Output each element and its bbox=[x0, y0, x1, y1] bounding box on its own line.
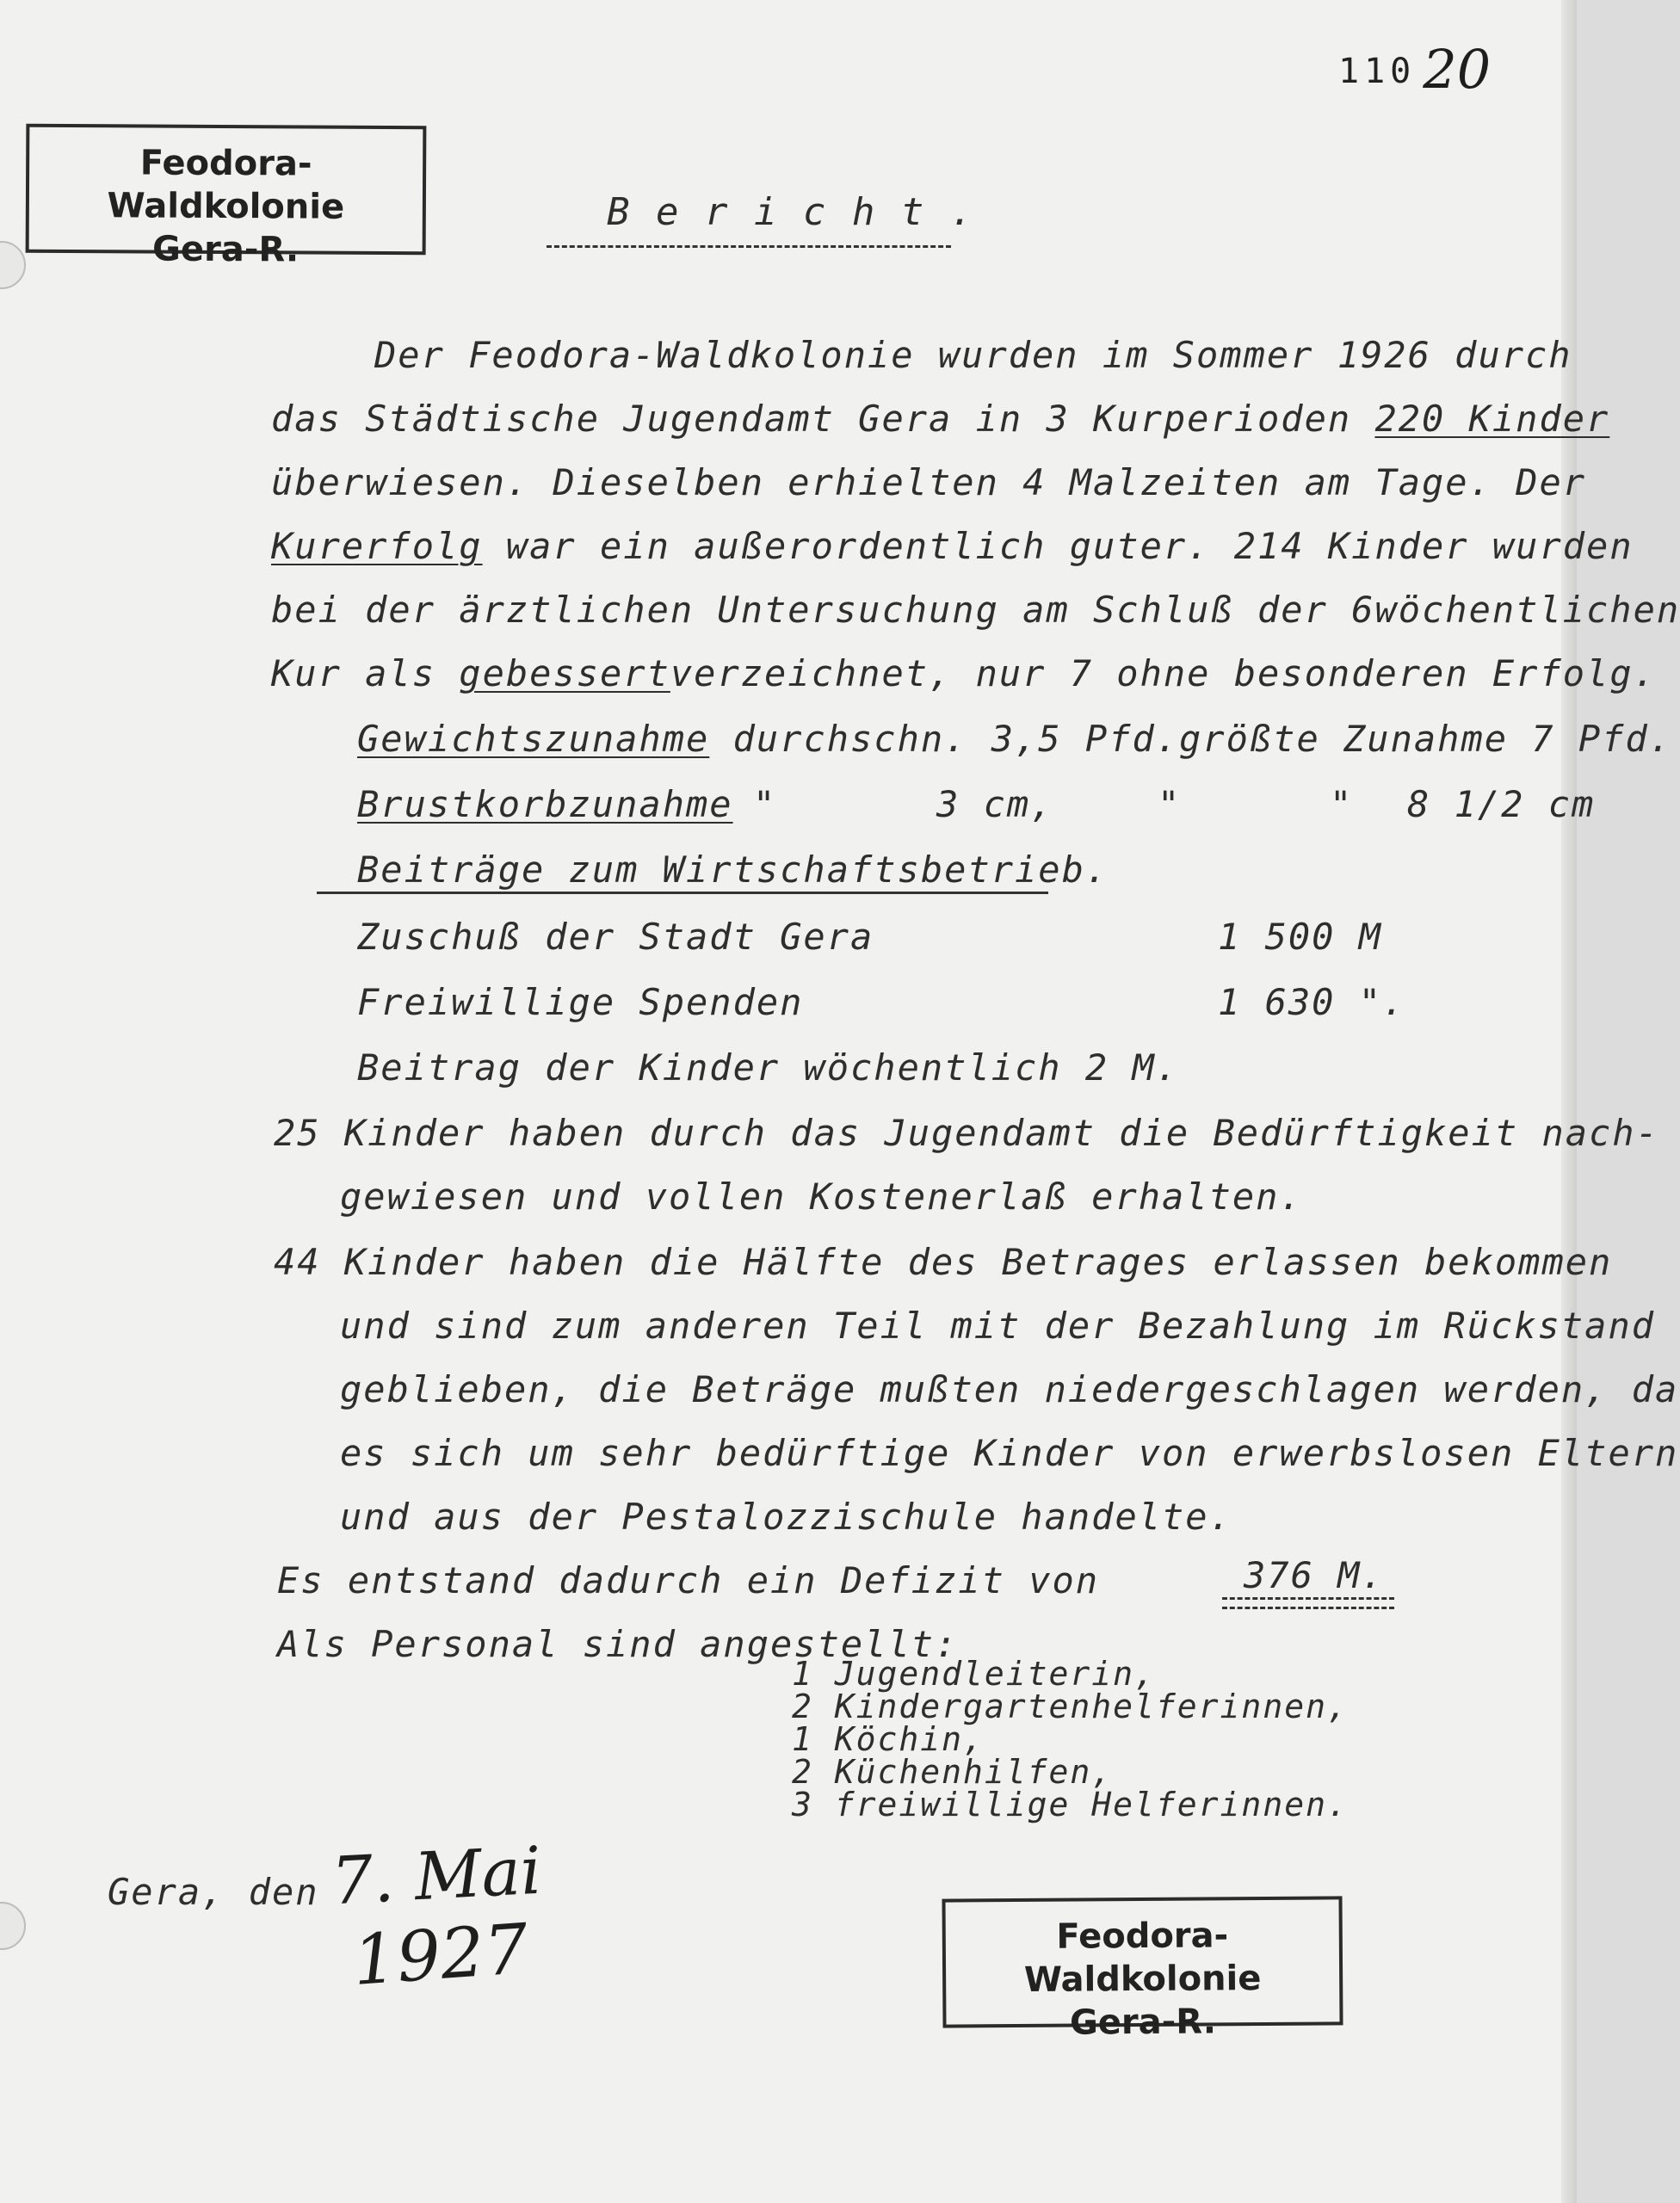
page-title: B e r i c h t . bbox=[607, 190, 975, 234]
chest-gain-label: Brustkorbzunahme bbox=[357, 783, 733, 825]
donations-amount: 1 630 ". bbox=[1218, 981, 1406, 1023]
ditto-mark: " bbox=[753, 783, 777, 825]
text-line: und aus der Pestalozzischule handelte. bbox=[340, 1496, 1232, 1538]
stamp-bottom: Feodora-Waldkolonie Gera-R. bbox=[942, 1896, 1343, 2027]
staff-item: 1 Jugendleiterin, bbox=[792, 1655, 1156, 1693]
punch-hole-top bbox=[0, 241, 26, 289]
text-line: 25 Kinder haben durch das Jugendamt die Bedürftigkeit nach- bbox=[274, 1112, 1659, 1154]
children-fee: Beitrag der Kinder wöchentlich 2 M. bbox=[357, 1046, 1180, 1089]
highlight-kurerfolg: Kurerfolg bbox=[271, 525, 483, 567]
text-line: bei der ärztlichen Untersuchung am Schluß der 6wöchentlichen bbox=[271, 589, 1680, 631]
handwritten-date-day: 7. Mai bbox=[329, 1831, 544, 1920]
contributions-rule bbox=[317, 892, 1048, 894]
ditto-mark: " bbox=[1330, 783, 1354, 825]
ditto-mark: " bbox=[1158, 783, 1182, 825]
text-line: das Städtische Jugendamt Gera in 3 Kurperioden 220 Kinder bbox=[271, 398, 1610, 440]
weight-gain-line: Gewichtszunahme durchschn. 3,5 Pfd.größte Zunahme 7 Pfd. bbox=[357, 718, 1673, 760]
punch-hole-bottom bbox=[0, 1902, 26, 1950]
city-subsidy-amount: 1 500 M bbox=[1218, 916, 1383, 958]
deficit-amount: 376 M. bbox=[1244, 1554, 1385, 1596]
staff-heading: Als Personal sind angestellt: bbox=[277, 1623, 959, 1665]
title-underline bbox=[547, 245, 951, 248]
city-subsidy-label: Zuschuß der Stadt Gera bbox=[357, 916, 874, 958]
text-line: es sich um sehr bedürftige Kinder von erwerbslosen Eltern bbox=[340, 1432, 1679, 1474]
highlight-children-count: 220 Kinder bbox=[1374, 398, 1610, 440]
chest-gain-max: 8 1/2 cm bbox=[1407, 783, 1596, 825]
weight-gain-label: Gewichtszunahme bbox=[357, 718, 710, 760]
text-line: überwiesen. Dieselben erhielten 4 Malzeiten am Tage. Der bbox=[271, 461, 1587, 503]
chest-gain-average: 3 cm, bbox=[936, 783, 1054, 825]
deficit-label: Es entstand dadurch ein Defizit von bbox=[277, 1559, 1100, 1601]
contributions-heading: Beiträge zum Wirtschaftsbetrieb. bbox=[357, 848, 1109, 891]
text-line: Kur als gebessertverzeichnet, nur 7 ohne besonderen Erfolg. bbox=[271, 652, 1657, 694]
text-line: 44 Kinder haben die Hälfte des Betrages erlassen bekommen bbox=[274, 1241, 1613, 1283]
deficit-double-underline bbox=[1222, 1597, 1394, 1609]
page-edge bbox=[1561, 0, 1577, 2203]
staff-item: 1 Köchin, bbox=[792, 1720, 985, 1758]
donations-label: Freiwillige Spenden bbox=[357, 981, 804, 1023]
staff-item: 2 Kindergartenhelferinnen, bbox=[792, 1688, 1349, 1725]
highlight-gebessert: gebessert bbox=[459, 652, 670, 694]
text-line: Der Feodora-Waldkolonie wurden im Sommer 1926 durch bbox=[374, 334, 1572, 376]
staff-item: 3 freiwillige Helferinnen. bbox=[792, 1786, 1349, 1823]
closing-place: Gera, den bbox=[108, 1871, 319, 1913]
staff-item: 2 Küchenhilfen, bbox=[792, 1753, 1114, 1791]
stamp-top: Feodora-Waldkolonie Gera-R. bbox=[26, 124, 427, 255]
text-line: gewiesen und vollen Kostenerlaß erhalten. bbox=[340, 1176, 1303, 1218]
text-line: und sind zum anderen Teil mit der Bezahlung im Rückstand bbox=[340, 1305, 1656, 1347]
text-line: Kurerfolg war ein außerordentlich guter. 214 Kinder wurden bbox=[271, 525, 1634, 567]
page-number: 110 20 bbox=[1338, 38, 1492, 101]
page-number-handwritten: 20 bbox=[1423, 38, 1492, 101]
text-line: geblieben, die Beträge mußten niedergeschlagen werden, da bbox=[340, 1368, 1679, 1410]
handwritten-date-year: 1927 bbox=[350, 1909, 531, 2001]
